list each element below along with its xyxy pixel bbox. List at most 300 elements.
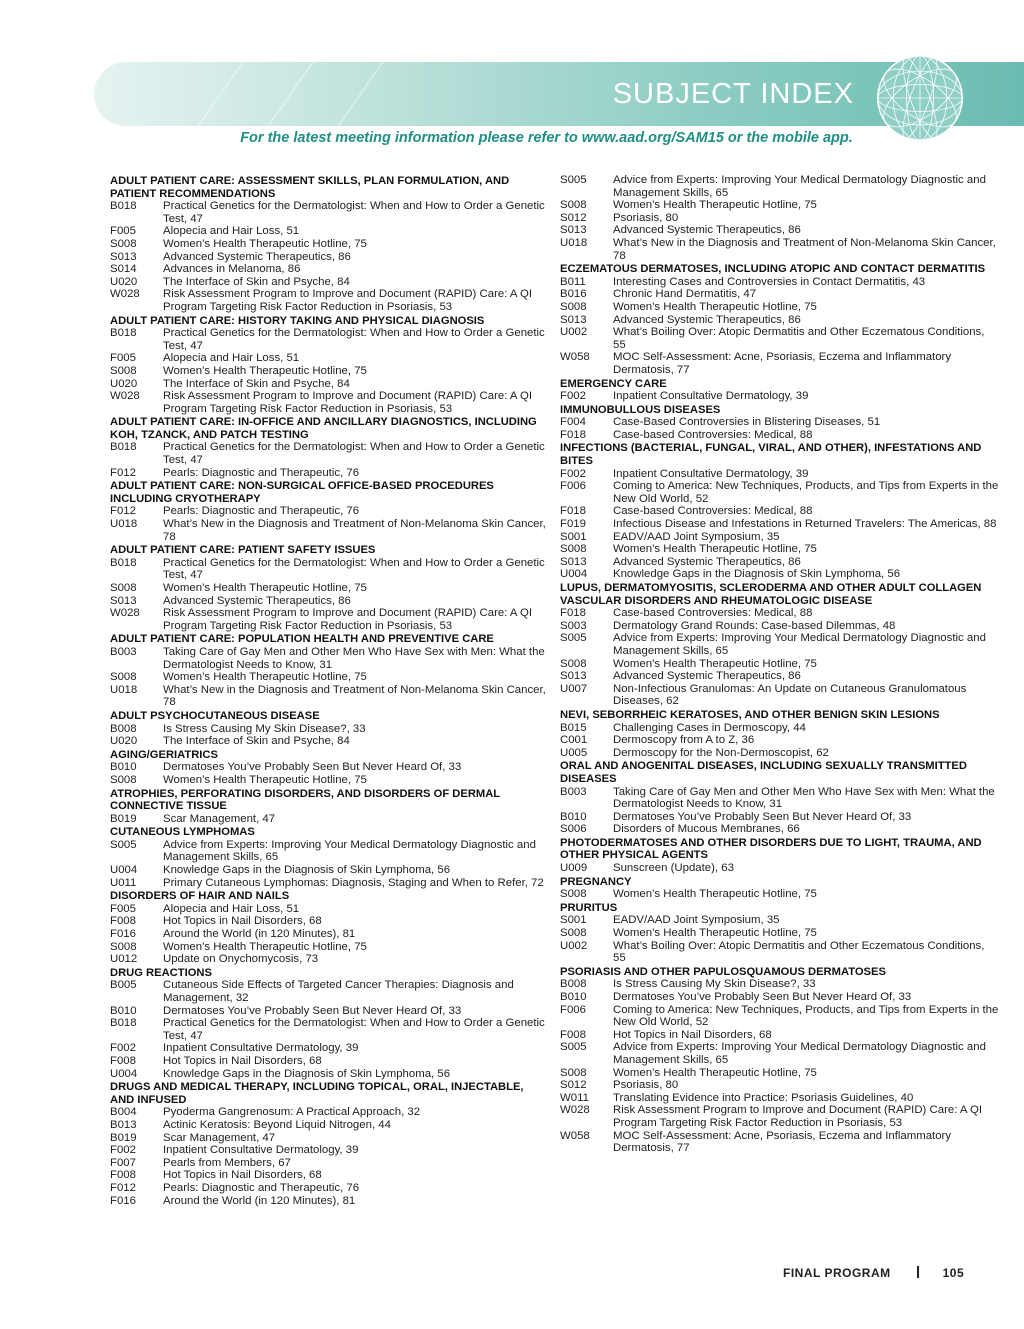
session-title: Women’s Health Therapeutic Hotline, 75 <box>163 237 367 250</box>
index-entry <box>110 774 548 787</box>
session-code: U004 <box>110 864 138 877</box>
session-code: U002 <box>560 939 588 952</box>
index-entry <box>560 888 1000 901</box>
index-entry <box>110 928 548 941</box>
index-section <box>110 1081 548 1207</box>
index-entry <box>560 199 1000 212</box>
index-entry <box>560 683 1000 708</box>
section-heading: NEVI, SEBORRHEIC KERATOSES, AND OTHER BENIGN SKIN LESIONS <box>560 708 940 721</box>
session-code: S008 <box>560 1066 587 1079</box>
session-code: B003 <box>560 785 587 798</box>
index-entry <box>110 839 548 864</box>
session-code: S013 <box>560 670 587 683</box>
session-code: S008 <box>560 199 587 212</box>
index-entry <box>560 390 1000 403</box>
section-heading: ADULT PATIENT CARE: IN-OFFICE AND ANCILLARY DIAGNOSTICS, INCLUDING KOH, TZANCK, AND PATCH TESTING <box>110 416 537 441</box>
session-title: Inpatient Consultative Dermatology, 39 <box>613 390 809 403</box>
index-entry <box>560 568 1000 581</box>
session-title: Pearls from Members, 67 <box>163 1156 291 1169</box>
session-code: B019 <box>110 1131 137 1144</box>
session-title: Risk Assessment Program to Improve and Document (RAPID) Care: A QI Program Targeting Risk Factor Reduction in Psoriasis, 53 <box>163 607 533 632</box>
session-title: Advanced Systemic Therapeutics, 86 <box>163 594 351 607</box>
index-entry <box>110 518 548 543</box>
session-code: S008 <box>110 582 137 594</box>
index-entry <box>560 823 1000 836</box>
index-section <box>110 175 548 314</box>
session-code: U005 <box>560 746 588 759</box>
index-entry <box>110 607 548 632</box>
session-code: B010 <box>560 991 587 1003</box>
index-entry <box>560 658 1000 671</box>
index-entry <box>110 1144 548 1157</box>
section-heading: ADULT PATIENT CARE: POPULATION HEALTH AND PREVENTIVE CARE <box>110 633 494 646</box>
session-title: Pearls: Diagnostic and Therapeutic, 76 <box>163 505 360 518</box>
session-title: Taking Care of Gay Men and Other Men Who Have Sex with Men: What the Dermatologist Needs to Know, 31 <box>163 645 545 671</box>
session-code: F007 <box>110 1156 136 1169</box>
session-title: The Interface of Skin and Psyche, 84 <box>163 735 350 748</box>
session-title: Advances in Melanoma, 86 <box>163 263 301 276</box>
index-entry <box>560 786 1000 811</box>
session-title: Knowledge Gaps in the Diagnosis of Skin Lymphoma, 56 <box>163 1067 451 1080</box>
index-entry <box>110 467 548 480</box>
index-entry <box>560 1041 1000 1066</box>
session-code: S008 <box>560 657 587 670</box>
index-entry <box>110 441 548 466</box>
session-code: W028 <box>110 288 140 301</box>
session-title: Case-Based Controversies in Blistering Diseases, 51 <box>613 416 881 429</box>
session-title: Women’s Health Therapeutic Hotline, 75 <box>613 927 817 940</box>
index-section <box>110 416 548 479</box>
session-title: The Interface of Skin and Psyche, 84 <box>163 275 350 288</box>
session-title: Advanced Systemic Therapeutics, 86 <box>613 224 801 237</box>
session-title: The Interface of Skin and Psyche, 84 <box>163 377 350 390</box>
session-title: Practical Genetics for the Dermatologist: When and How to Order a Genetic Test, 47 <box>163 327 545 352</box>
index-entry <box>560 991 1000 1004</box>
session-title: Coming to America: New Techniques, Products, and Tips from Experts in the New Old World, 52 <box>613 480 999 505</box>
session-code: W058 <box>560 351 590 364</box>
index-column-left <box>110 174 548 1208</box>
session-code: U020 <box>110 275 138 288</box>
footer-label: FINAL PROGRAM <box>783 1266 891 1280</box>
index-entry <box>560 607 1000 620</box>
index-entry <box>560 314 1000 327</box>
session-code: B018 <box>110 200 137 213</box>
session-code: S013 <box>110 250 137 263</box>
session-code: F006 <box>560 1003 586 1016</box>
session-title: Women’s Health Therapeutic Hotline, 75 <box>613 1066 817 1079</box>
section-heading: ADULT PATIENT CARE: NON-SURGICAL OFFICE-BASED PROCEDURES INCLUDING CRYOTHERAPY <box>110 480 494 505</box>
session-title: Interesting Cases and Controversies in Contact Dermatitis, 43 <box>613 275 926 288</box>
session-title: Inpatient Consultative Dermatology, 39 <box>163 1144 359 1157</box>
section-heading: IMMUNOBULLOUS DISEASES <box>560 403 721 416</box>
session-code: F005 <box>110 352 136 365</box>
index-entry <box>110 276 548 289</box>
session-title: Practical Genetics for the Dermatologist: When and How to Order a Genetic Test, 47 <box>163 556 545 582</box>
index-entry <box>560 811 1000 824</box>
session-code: U018 <box>110 683 138 696</box>
session-title: Women’s Health Therapeutic Hotline, 75 <box>163 940 367 953</box>
index-entry <box>110 238 548 251</box>
session-title: Pearls: Diagnostic and Therapeutic, 76 <box>163 1181 360 1194</box>
index-entry <box>110 813 548 826</box>
session-title: Inpatient Consultative Dermatology, 39 <box>613 467 809 480</box>
index-entry <box>110 735 548 748</box>
index-entry <box>110 365 548 378</box>
session-code: U002 <box>560 326 588 339</box>
index-entry <box>110 953 548 966</box>
section-heading: PRURITUS <box>560 901 618 914</box>
index-entry <box>560 927 1000 940</box>
session-code: F008 <box>110 915 136 928</box>
page-title: SUBJECT INDEX <box>612 78 854 110</box>
session-title: Case-based Controversies: Medical, 88 <box>613 428 813 441</box>
session-code: S008 <box>560 300 587 313</box>
session-code: S013 <box>110 594 137 607</box>
session-code: U004 <box>110 1067 138 1080</box>
section-heading: ORAL AND ANOGENITAL DISEASES, INCLUDING SEXUALLY TRANSMITTED DISEASES <box>560 760 967 785</box>
session-title: Women’s Health Therapeutic Hotline, 75 <box>163 364 367 377</box>
session-code: F016 <box>110 928 136 941</box>
session-title: Women’s Health Therapeutic Hotline, 75 <box>613 300 817 313</box>
session-title: What’s New in the Diagnosis and Treatment of Non-Melanoma Skin Cancer, 78 <box>163 518 546 543</box>
section-heading: ECZEMATOUS DERMATOSES, INCLUDING ATOPIC AND CONTACT DERMATITIS <box>560 263 986 276</box>
session-title: Alopecia and Hair Loss, 51 <box>163 352 300 365</box>
session-title: Update on Onychomycosis, 73 <box>163 953 319 966</box>
index-entry <box>110 941 548 954</box>
session-title: Pearls: Diagnostic and Therapeutic, 76 <box>163 466 360 479</box>
session-code: S014 <box>110 263 137 276</box>
section-heading: LUPUS, DERMATOMYOSITIS, SCLERODERMA AND OTHER ADULT COLLAGEN VASCULAR DISORDERS AND RHEUMATOLOGIC DISEASE <box>560 582 982 607</box>
index-section <box>560 174 1000 262</box>
index-entry <box>560 237 1000 262</box>
session-title: Women’s Health Therapeutic Hotline, 75 <box>613 888 817 901</box>
session-code: F008 <box>560 1028 586 1041</box>
session-code: F004 <box>560 416 586 429</box>
session-title: Translating Evidence into Practice: Psoriasis Guidelines, 40 <box>613 1091 914 1104</box>
index-entry <box>560 978 1000 991</box>
index-section <box>560 876 1000 901</box>
session-code: S013 <box>560 313 587 326</box>
session-title: Disorders of Mucous Membranes, 66 <box>613 823 800 836</box>
index-section <box>110 788 548 826</box>
index-entry <box>110 595 548 608</box>
index-entry <box>110 251 548 264</box>
session-code: U012 <box>110 953 138 966</box>
index-entry <box>560 326 1000 351</box>
index-entry <box>560 734 1000 747</box>
index-entry <box>110 1157 548 1170</box>
index-entry <box>560 468 1000 481</box>
session-code: U004 <box>560 568 588 581</box>
index-entry <box>560 747 1000 760</box>
index-entry <box>560 722 1000 735</box>
session-code: S008 <box>560 927 587 940</box>
index-entry <box>560 1092 1000 1105</box>
index-entry <box>560 620 1000 633</box>
session-title: Risk Assessment Program to Improve and Document (RAPID) Care: A QI Program Targeting Risk Factor Reduction in Psoriasis, 53 <box>613 1104 983 1129</box>
section-heading: PSORIASIS AND OTHER PAPULOSQUAMOUS DERMATOSES <box>560 965 886 978</box>
index-section <box>560 760 1000 836</box>
session-title: Dermatoses You’ve Probably Seen But Never Heard Of, 33 <box>613 991 912 1003</box>
session-code: F018 <box>560 428 586 441</box>
index-entry <box>110 505 548 518</box>
index-entry <box>560 1079 1000 1092</box>
session-title: Risk Assessment Program to Improve and Document (RAPID) Care: A QI Program Targeting Risk Factor Reduction in Psoriasis, 53 <box>163 288 533 313</box>
session-code: S001 <box>560 530 587 543</box>
session-code: F019 <box>560 518 586 531</box>
session-title: Alopecia and Hair Loss, 51 <box>163 902 300 915</box>
session-code: W058 <box>560 1129 590 1142</box>
page-footer <box>783 1266 964 1280</box>
index-entry <box>110 352 548 365</box>
index-entry <box>560 1104 1000 1129</box>
session-code: S008 <box>560 888 587 901</box>
session-title: Non-Infectious Granulomas: An Update on Cutaneous Granulomatous Diseases, 62 <box>613 682 967 708</box>
session-code: F002 <box>110 1144 136 1157</box>
session-code: S013 <box>560 224 587 237</box>
session-title: Around the World (in 120 Minutes), 81 <box>163 1194 356 1207</box>
session-title: Is Stress Causing My Skin Disease?, 33 <box>163 722 366 735</box>
session-code: S008 <box>110 237 137 250</box>
session-title: What’s New in the Diagnosis and Treatment of Non-Melanoma Skin Cancer, 78 <box>613 236 996 262</box>
index-entry <box>110 1195 548 1208</box>
index-entry <box>110 761 548 774</box>
session-title: Actinic Keratosis: Beyond Liquid Nitrogen, 44 <box>163 1118 391 1131</box>
session-code: B018 <box>110 327 137 340</box>
index-entry <box>110 1042 548 1055</box>
index-entry <box>560 543 1000 556</box>
session-code: S006 <box>560 823 587 836</box>
index-entry <box>110 1055 548 1068</box>
index-entry <box>560 1004 1000 1029</box>
index-entry <box>560 914 1000 927</box>
session-title: What’s Boiling Over: Atopic Dermatitis and Other Eczematous Conditions, 55 <box>613 326 985 351</box>
session-title: Dermatoses You’ve Probably Seen But Never Heard Of, 33 <box>163 761 462 774</box>
session-title: Alopecia and Hair Loss, 51 <box>163 225 300 238</box>
index-entry <box>110 582 548 595</box>
index-entry <box>110 288 548 313</box>
index-section <box>560 837 1000 875</box>
session-title: Women’s Health Therapeutic Hotline, 75 <box>613 657 817 670</box>
session-title: MOC Self-Assessment: Acne, Psoriasis, Eczema and Inflammatory Dermatosis, 77 <box>613 351 952 376</box>
index-entry <box>560 670 1000 683</box>
session-title: Advanced Systemic Therapeutics, 86 <box>613 313 801 326</box>
index-entry <box>110 1119 548 1132</box>
index-entry <box>110 1005 548 1018</box>
session-title: Knowledge Gaps in the Diagnosis of Skin Lymphoma, 56 <box>163 864 451 877</box>
index-entry <box>110 225 548 238</box>
session-code: B013 <box>110 1118 137 1131</box>
session-code: U009 <box>560 862 588 875</box>
index-entry <box>110 903 548 916</box>
index-entry <box>110 671 548 684</box>
index-entry <box>110 877 548 890</box>
index-entry <box>560 174 1000 199</box>
index-entry <box>110 1132 548 1145</box>
index-section <box>560 966 1000 1155</box>
index-section <box>560 442 1000 581</box>
session-code: F012 <box>110 466 136 479</box>
session-title: Inpatient Consultative Dermatology, 39 <box>163 1042 359 1055</box>
session-code: U020 <box>110 735 138 748</box>
session-title: Advanced Systemic Therapeutics, 86 <box>163 250 351 263</box>
index-column-right <box>560 174 1000 1156</box>
session-code: U018 <box>110 518 138 531</box>
section-heading: EMERGENCY CARE <box>560 377 667 390</box>
session-title: Primary Cutaneous Lymphomas: Diagnosis, Staging and When to Refer, 72 <box>163 876 544 889</box>
index-entry <box>560 1029 1000 1042</box>
session-title: Taking Care of Gay Men and Other Men Who Have Sex with Men: What the Dermatologist Needs to Know, 31 <box>613 785 995 811</box>
index-entry <box>560 556 1000 569</box>
session-code: S012 <box>560 1079 587 1092</box>
session-title: Case-based Controversies: Medical, 88 <box>613 505 813 518</box>
session-code: B005 <box>110 979 137 992</box>
index-entry <box>110 1106 548 1119</box>
session-code: B010 <box>110 1004 137 1017</box>
index-entry <box>560 480 1000 505</box>
session-code: B015 <box>560 721 587 734</box>
session-title: Case-based Controversies: Medical, 88 <box>613 607 813 620</box>
session-code: S005 <box>560 632 587 645</box>
session-code: W028 <box>560 1104 590 1117</box>
session-title: Advice from Experts: Improving Your Medical Dermatology Diagnostic and Management Skills, 65 <box>613 632 986 657</box>
section-heading: ADULT PATIENT CARE: ASSESSMENT SKILLS, PLAN FORMULATION, AND PATIENT RECOMMENDATIONS <box>110 175 510 200</box>
session-code: F016 <box>110 1194 136 1207</box>
session-code: S001 <box>560 914 587 927</box>
index-entry <box>110 1182 548 1195</box>
section-heading: ATROPHIES, PERFORATING DISORDERS, AND DISORDERS OF DERMAL CONNECTIVE TISSUE <box>110 787 500 813</box>
session-code: U007 <box>560 682 588 695</box>
index-section <box>560 902 1000 965</box>
page-number: 105 <box>942 1266 965 1280</box>
section-heading: CUTANEOUS LYMPHOMAS <box>110 826 255 839</box>
index-entry <box>560 632 1000 657</box>
session-code: S008 <box>110 940 137 953</box>
index-entry <box>560 862 1000 875</box>
session-title: Hot Topics in Nail Disorders, 68 <box>163 1054 322 1067</box>
session-title: EADV/AAD Joint Symposium, 35 <box>613 530 780 543</box>
session-title: Is Stress Causing My Skin Disease?, 33 <box>613 978 816 991</box>
session-code: S008 <box>560 543 587 556</box>
session-title: Advice from Experts: Improving Your Medical Dermatology Diagnostic and Management Skills, 65 <box>613 174 986 199</box>
session-code: F002 <box>560 467 586 480</box>
session-title: Practical Genetics for the Dermatologist: When and How to Order a Genetic Test, 47 <box>163 441 545 467</box>
index-entry <box>560 212 1000 225</box>
session-title: Dermatology Grand Rounds: Case-based Dilemmas, 48 <box>613 619 896 632</box>
index-section <box>110 967 548 1080</box>
session-title: What’s New in the Diagnosis and Treatment of Non-Melanoma Skin Cancer, 78 <box>163 683 546 709</box>
session-title: What’s Boiling Over: Atopic Dermatitis and Other Eczematous Conditions, 55 <box>613 939 985 965</box>
index-section <box>560 404 1000 442</box>
index-entry <box>110 1017 548 1042</box>
index-entry <box>110 1068 548 1081</box>
section-heading: ADULT PATIENT CARE: HISTORY TAKING AND PHYSICAL DIAGNOSIS <box>110 314 485 327</box>
session-code: B003 <box>110 645 137 658</box>
session-code: S005 <box>560 1041 587 1054</box>
index-entry <box>110 378 548 391</box>
session-title: Practical Genetics for the Dermatologist: When and How to Order a Genetic Test, 47 <box>163 200 545 225</box>
session-code: F005 <box>110 225 136 238</box>
session-code: W028 <box>110 390 140 403</box>
session-code: W028 <box>110 607 140 620</box>
session-code: F008 <box>110 1169 136 1182</box>
session-code: F002 <box>560 390 586 403</box>
section-heading: INFECTIONS (BACTERIAL, FUNGAL, VIRAL, AND OTHER), INFESTATIONS AND BITES <box>560 442 982 468</box>
session-code: F012 <box>110 1181 136 1194</box>
session-code: S013 <box>560 555 587 568</box>
index-entry <box>560 224 1000 237</box>
index-section <box>560 709 1000 759</box>
index-entry <box>110 646 548 671</box>
session-title: Hot Topics in Nail Disorders, 68 <box>163 1169 322 1182</box>
index-entry <box>110 684 548 709</box>
session-code: B018 <box>110 556 137 569</box>
section-heading: AGING/GERIATRICS <box>110 748 218 761</box>
session-title: Coming to America: New Techniques, Products, and Tips from Experts in the New Old World, 52 <box>613 1003 999 1029</box>
session-code: F005 <box>110 902 136 915</box>
index-section <box>110 749 548 787</box>
section-heading: DRUGS AND MEDICAL THERAPY, INCLUDING TOPICAL, ORAL, INJECTABLE, AND INFUSED <box>110 1081 524 1106</box>
session-title: Around the World (in 120 Minutes), 81 <box>163 928 356 941</box>
session-title: Hot Topics in Nail Disorders, 68 <box>613 1028 772 1041</box>
session-code: B016 <box>560 288 587 301</box>
session-code: F018 <box>560 505 586 518</box>
index-entry <box>560 505 1000 518</box>
session-title: Practical Genetics for the Dermatologist: When and How to Order a Genetic Test, 47 <box>163 1017 545 1042</box>
index-section <box>110 890 548 966</box>
session-title: Scar Management, 47 <box>163 1131 276 1144</box>
session-title: Hot Topics in Nail Disorders, 68 <box>163 915 322 928</box>
session-title: Infectious Disease and Infestations in Returned Travelers: The Americas, 88 <box>613 518 997 531</box>
index-section <box>110 480 548 543</box>
session-code: F002 <box>110 1042 136 1055</box>
session-code: B010 <box>110 761 137 774</box>
session-title: Psoriasis, 80 <box>613 1079 679 1092</box>
session-title: Dermatoses You’ve Probably Seen But Never Heard Of, 33 <box>613 810 912 823</box>
index-entry <box>560 276 1000 289</box>
session-code: U020 <box>110 377 138 390</box>
session-code: B019 <box>110 812 137 825</box>
index-entry <box>110 557 548 582</box>
session-code: F006 <box>560 480 586 493</box>
session-code: F012 <box>110 505 136 518</box>
index-section <box>110 315 548 416</box>
index-entry <box>560 288 1000 301</box>
session-title: Advice from Experts: Improving Your Medical Dermatology Diagnostic and Management Skills, 65 <box>613 1041 986 1066</box>
session-code: U018 <box>560 236 588 249</box>
section-heading: PREGNANCY <box>560 875 632 888</box>
index-entry <box>560 351 1000 376</box>
session-code: W011 <box>560 1091 589 1104</box>
session-code: B018 <box>110 1017 137 1030</box>
session-title: Risk Assessment Program to Improve and Document (RAPID) Care: A QI Program Targeting Risk Factor Reduction in Psoriasis, 53 <box>163 390 533 415</box>
index-section <box>560 378 1000 403</box>
index-section <box>110 826 548 889</box>
section-heading: PHOTODERMATOSES AND OTHER DISORDERS DUE TO LIGHT, TRAUMA, AND OTHER PHYSICAL AGENTS <box>560 836 982 862</box>
index-entry <box>560 301 1000 314</box>
session-title: Women’s Health Therapeutic Hotline, 75 <box>163 671 367 684</box>
section-heading: ADULT PSYCHOCUTANEOUS DISEASE <box>110 709 320 722</box>
index-section <box>110 710 548 748</box>
section-heading: ADULT PATIENT CARE: PATIENT SAFETY ISSUES <box>110 544 376 557</box>
session-title: EADV/AAD Joint Symposium, 35 <box>613 914 780 927</box>
session-code: F018 <box>560 607 586 620</box>
session-code: U011 <box>110 876 137 889</box>
index-entry <box>560 518 1000 531</box>
index-section <box>560 582 1000 708</box>
index-entry <box>110 864 548 877</box>
session-title: Advice from Experts: Improving Your Medical Dermatology Diagnostic and Management Skills, 65 <box>163 838 536 864</box>
